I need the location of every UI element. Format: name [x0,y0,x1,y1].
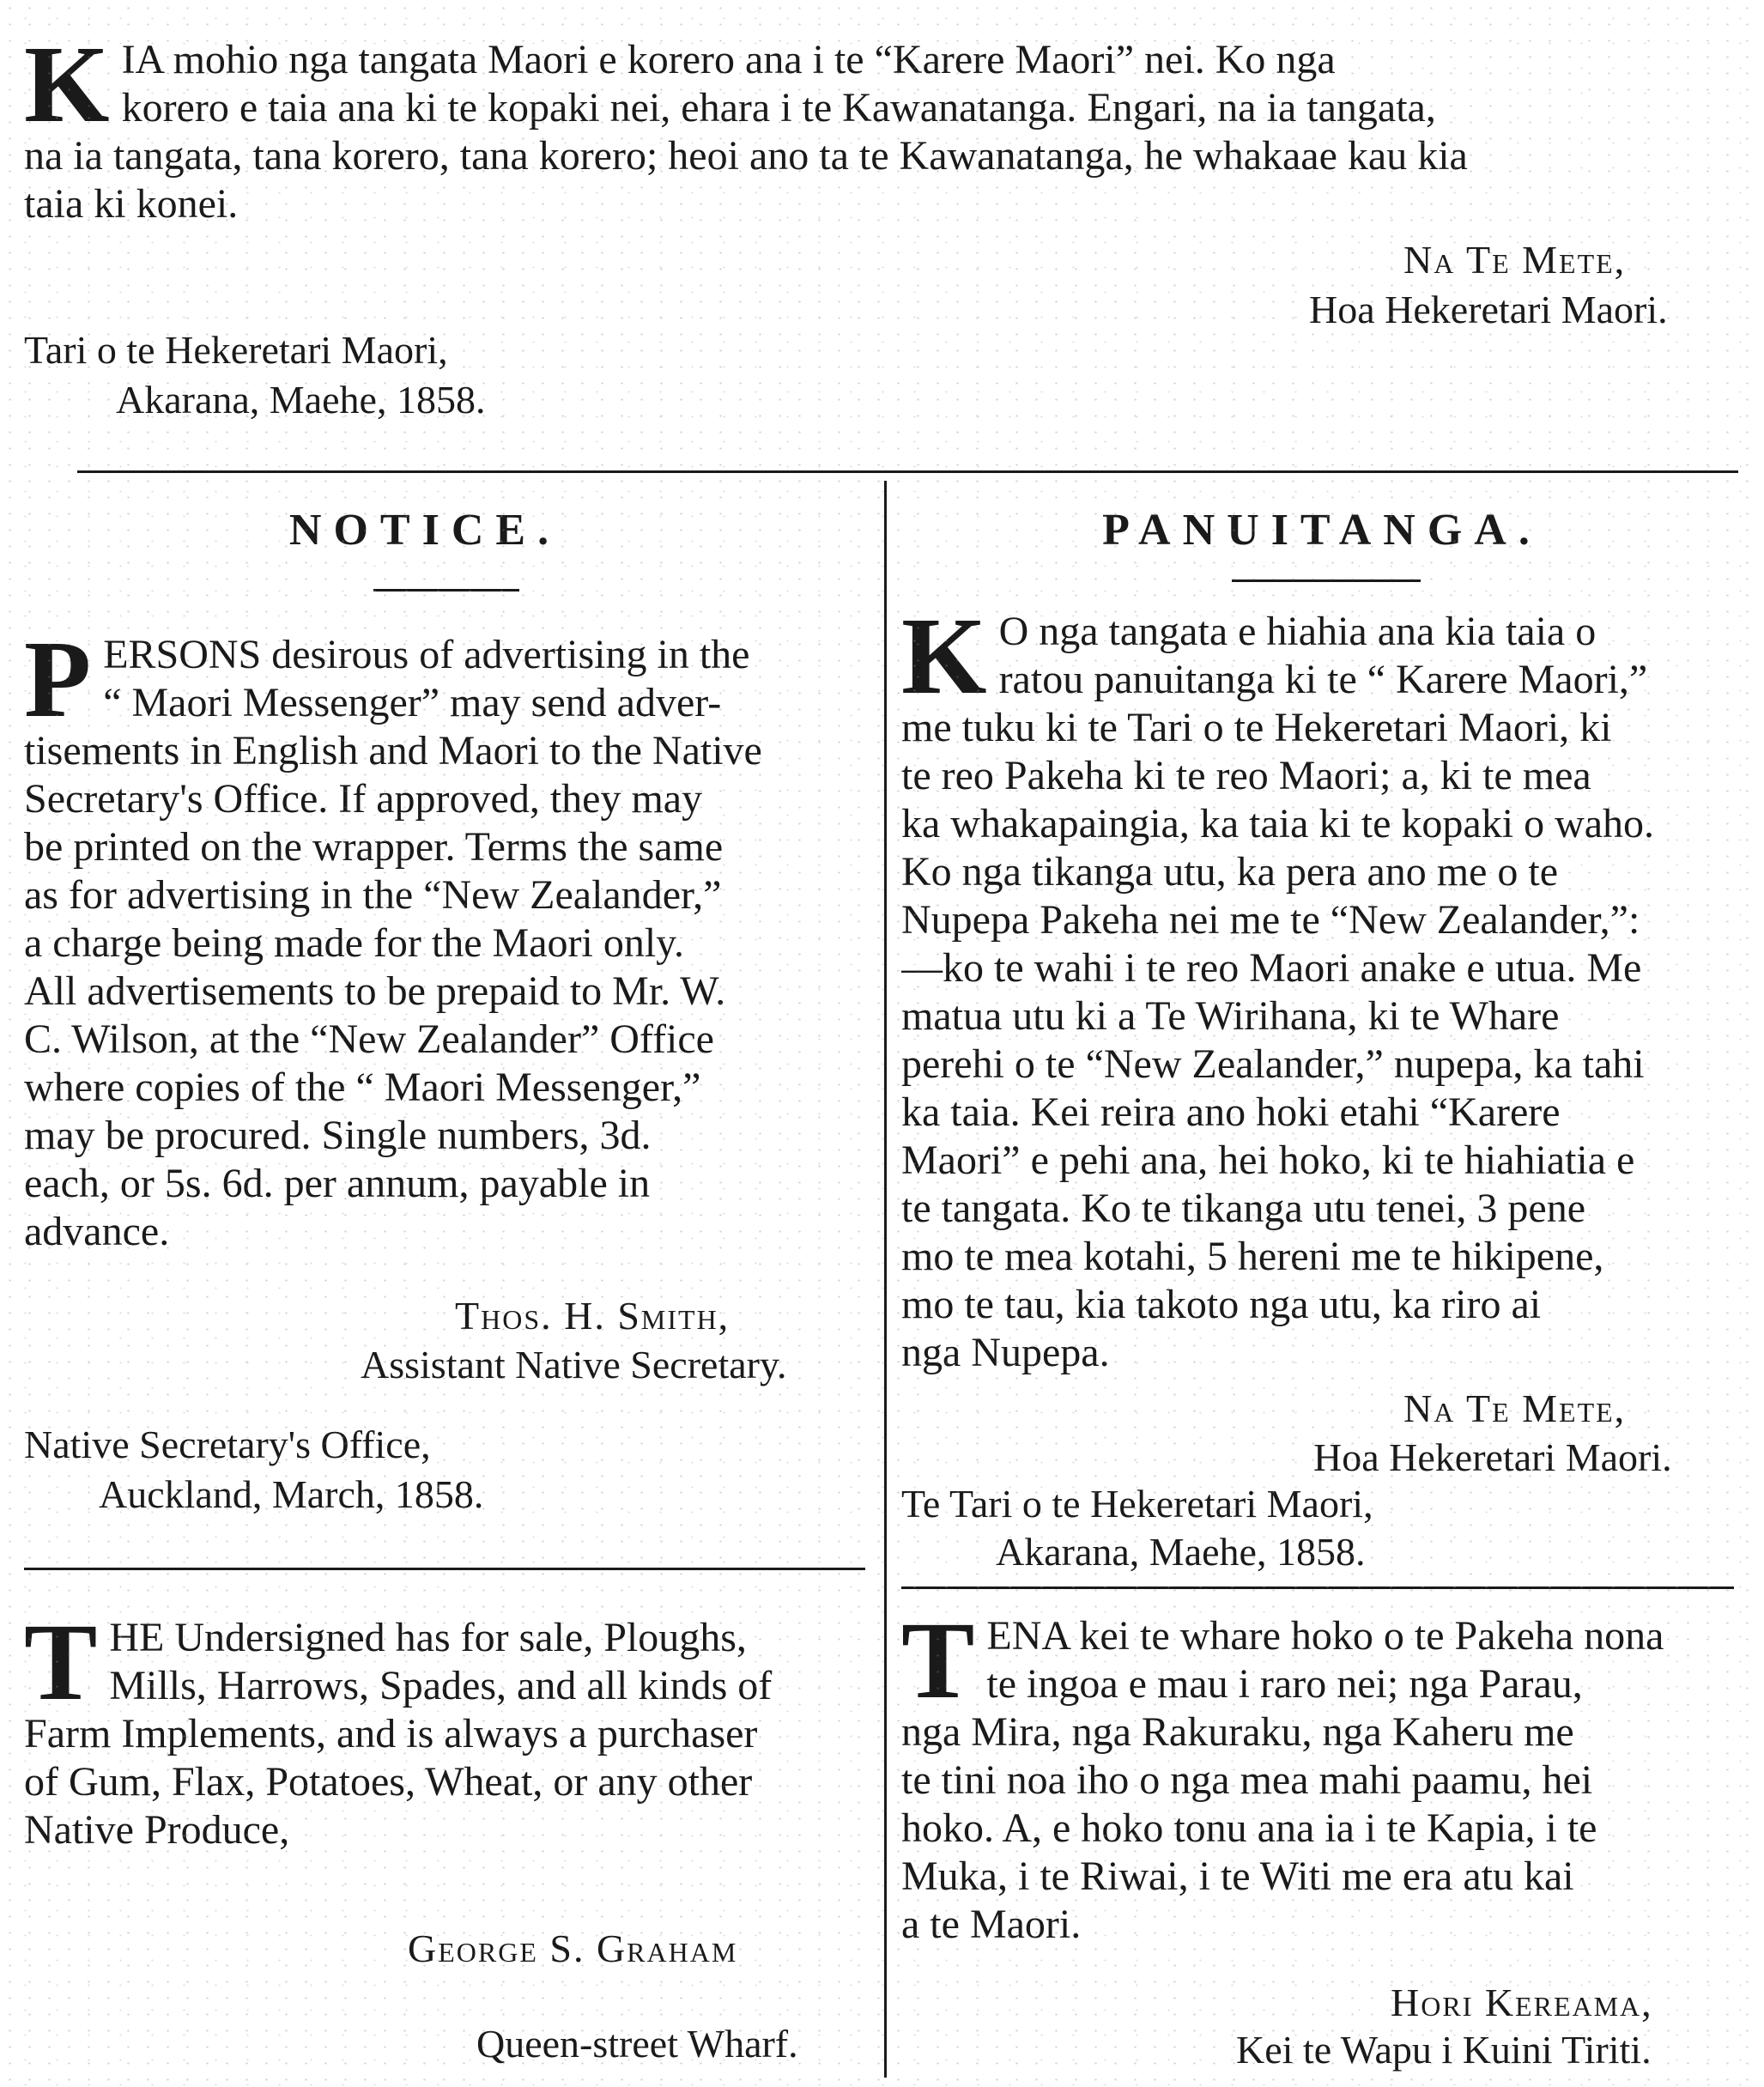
notice-line: Secretary's Office. If approved, they may [24,776,703,822]
horizontal-rule [24,1568,865,1570]
top-notice-line: na ia tangata, tana korero, tana korero; heoi ano ta te Kawanatanga, he whakaae kau kia [24,133,1468,179]
graham-line: Farm Implements, and is always a purchaser [24,1711,758,1756]
tena-line: hoko. A, e hoko tonu ana ia i te Kapia, i te [901,1805,1597,1851]
notice-line: each, or 5s. 6d. per annum, payable in [24,1161,651,1206]
column-divider [884,481,887,2078]
notice-line: tisements in English and Maori to the Native [24,728,762,774]
graham-line: Native Produce, [24,1807,290,1853]
graham-line: HE Undersigned has for sale, Ploughs, [109,1615,747,1660]
horizontal-rule [901,1586,1734,1589]
tena-signature-place: Kei te Wapu i Kuini Tiriti. [1236,2028,1652,2072]
notice-office: Native Secretary's Office, [24,1423,431,1466]
graham-advert [24,1601,865,1854]
notice-line: ERSONS desirous of advertising in the [103,632,750,677]
notice-heading: NOTICE. [288,506,561,555]
notice-line: C. Wilson, at the “New Zealander” Office [24,1016,714,1062]
tena-line: a te Maori. [901,1902,1082,1947]
graham-line: of Gum, Flax, Potatoes, Wheat, or any other [24,1759,753,1805]
panuitanga-signature-title: Hoa Hekeretari Maori. [1313,1435,1672,1479]
notice-line: where copies of the “ Maori Messenger,” [24,1065,701,1110]
tena-line: te ingoa e mau i raro nei; nga Parau, [986,1661,1583,1707]
tena-dropcap: T [901,1599,975,1721]
notice-line: as for advertising in the “New Zealander,” [24,872,722,918]
panuitanga-line: perehi o te “New Zealander,” nupepa, ka tahi [901,1041,1645,1087]
graham-line: Mills, Harrows, Spades, and all kinds of [109,1663,773,1708]
tena-line: nga Mira, nga Rakuraku, nga Kaheru me [901,1709,1574,1755]
top-notice [24,23,1737,228]
top-notice-place-date: Akarana, Maehe, 1858. [116,378,486,422]
panuitanga-office: Te Tari o te Hekeretari Maori, [901,1482,1373,1526]
notice-place-date: Auckland, March, 1858. [99,1472,484,1516]
panuitanga-line: Nupepa Pakeha nei me te “New Zealander,”: [901,897,1640,943]
notice-line: a charge being made for the Maori only. [24,920,685,966]
notice-line: may be procured. Single numbers, 3d. [24,1113,652,1158]
notice-line: All advertisements to be prepaid to Mr. W. [24,968,726,1014]
notice-line: “ Maori Messenger” may send adver- [103,680,722,725]
graham-signature-name: George S. Graham [408,1926,738,1970]
panuitanga-line: mo te mea kotahi, 5 hereni me te hikipene, [901,1234,1604,1279]
notice-signature-title: Assistant Native Secretary. [361,1343,787,1386]
panuitanga-signature-name: Na Te Mete, [1403,1386,1627,1430]
notice-body [24,618,865,1256]
panuitanga-line: ratou panuitanga ki te “ Karere Maori,” [998,657,1648,702]
tena-signature-name: Hori Kereama, [1391,1981,1653,2024]
tena-line: Muka, i te Riwai, i te Witi me era atu kai [901,1853,1574,1899]
graham-signature-place: Queen-street Wharf. [476,2022,798,2066]
tena-line: te tini noa iho o nga mea mahi paamu, hei [901,1757,1593,1803]
top-notice-office: Tari o te Hekeretari Maori, [24,328,448,372]
panuitanga-heading: PANUITANGA. [1102,506,1542,555]
top-notice-line: taia ki konei. [24,181,239,227]
panuitanga-line: —ko te wahi i te reo Maori anake e utua. Me [901,945,1642,991]
notice-line: be printed on the wrapper. Terms the same [24,824,724,870]
panuitanga-body [901,595,1743,1377]
top-notice-signature-name: Na Te Mete, [1403,238,1627,282]
panuitanga-line: nga Nupepa. [901,1330,1110,1375]
panuitanga-line: ka taia. Kei reira ano hoki etahi “Karere [901,1089,1561,1135]
panuitanga-line: te reo Pakeha ki te reo Maori; a, ki te mea [901,753,1591,798]
graham-dropcap: T [24,1601,98,1723]
notice-line: advance. [24,1209,170,1254]
panuitanga-line: Ko nga tikanga utu, ka pera ano me o te [901,849,1559,895]
panuitanga-line: te tangata. Ko te tikanga utu tenei, 3 pene [901,1186,1586,1231]
tena-line: ENA kei te whare hoko o te Pakeha nona [986,1613,1664,1659]
top-notice-line: korero e taia ana ki te kopaki nei, ehara i te Kawanatanga. Engari, na ia tangata, [121,85,1436,130]
panuitanga-line: Maori” e pehi ana, hei hoko, ki te hiahiatia e [901,1138,1635,1183]
horizontal-rule [77,470,1738,473]
panuitanga-dropcap: K [901,595,987,717]
panuitanga-line: ka whakapaingia, ka taia ki te kopaki o waho. [901,801,1655,846]
top-notice-dropcap: K [24,23,110,145]
heading-underline [373,589,519,592]
tena-advert [901,1599,1743,1949]
panuitanga-line: me tuku ki te Tari o te Hekeretari Maori, ki [901,705,1612,750]
panuitanga-place-date: Akarana, Maehe, 1858. [996,1530,1366,1574]
heading-underline [1232,579,1421,582]
top-notice-line: IA mohio nga tangata Maori e korero ana i te “Karere Maori” nei. Ko nga [121,37,1336,82]
notice-signature-name: Thos. H. Smith, [455,1294,730,1338]
top-notice-signature-title: Hoa Hekeretari Maori. [1309,288,1668,331]
panuitanga-line: mo te tau, kia takoto nga utu, ka riro ai [901,1282,1542,1327]
notice-dropcap: P [24,618,92,740]
panuitanga-line: O nga tangata e hiahia ana kia taia o [998,609,1597,654]
panuitanga-line: matua utu ki a Te Wirihana, ki te Whare [901,993,1560,1039]
